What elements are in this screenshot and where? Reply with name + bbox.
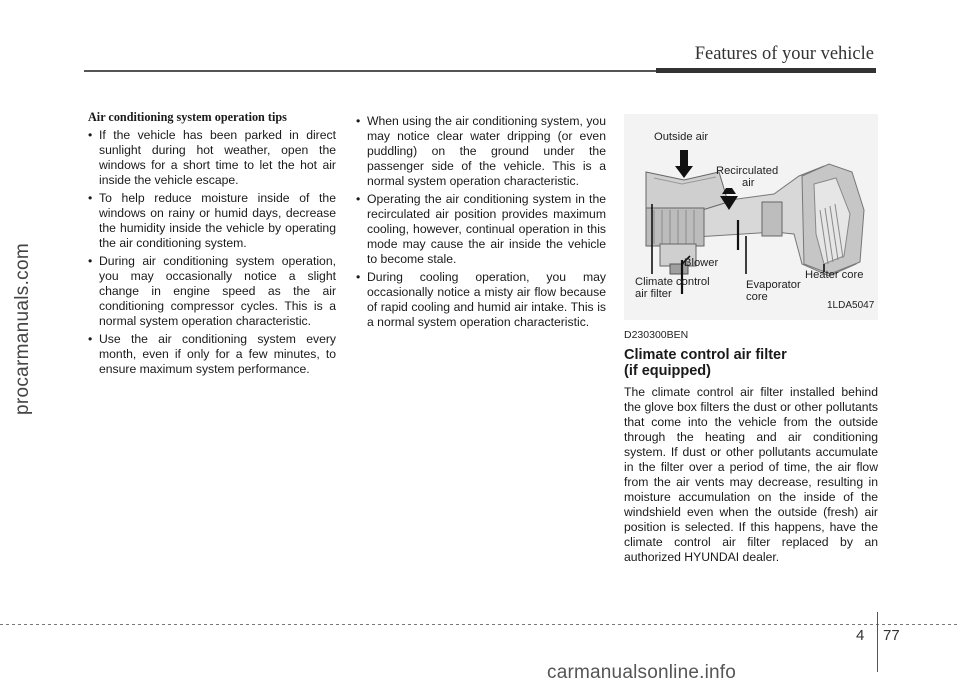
tips-heading: Air conditioning system operation tips	[88, 110, 287, 124]
side-watermark: procarmanuals.com	[12, 243, 33, 415]
header-rule	[84, 68, 876, 74]
label-blower: Blower	[684, 257, 719, 269]
tips-column-2	[356, 114, 606, 333]
section-body: The climate control air filter installed behind the glove box filters the dust or other pollutants that come into the vehicle from the outside through the heating and air conditioning system. If dust or other pollutants accumulate in the filter over a period of time, the air flow from the air vents may decrease, resulting in moisture accumulation on the inside of the windshield even when the outside (fresh) air position is selected. If this happens, have the climate control air filter replaced by an authorized HYUNDAI dealer.	[624, 385, 878, 564]
list-item: • During cooling operation, you may occasionally notice a misty air flow because of rapid cooling and humid air intake. This is a normal system operation characteristic.	[356, 270, 606, 330]
tips-list-1	[88, 128, 336, 377]
page-number: 77	[883, 627, 900, 644]
section-title-line2: (if equipped)	[624, 363, 711, 379]
header-rule-thick	[656, 68, 876, 73]
section-code: D230300BEN	[624, 329, 689, 341]
chapter-number: 4	[856, 627, 865, 644]
label-evaporator-line2: core	[746, 291, 768, 303]
running-header-title: Features of your vehicle	[694, 44, 874, 64]
list-item: • During air conditioning system operation, you may occasionally notice a slight change in engine speed as the air conditioning compressor cycles. This is a normal system operation characteristic.	[88, 254, 336, 329]
label-climate-filter-line2: air filter	[635, 288, 672, 300]
footer-divider	[877, 612, 878, 672]
figure-code: 1LDA5047	[827, 300, 875, 311]
tips-list-2	[356, 114, 606, 330]
label-heater-core: Heater core	[805, 269, 864, 281]
label-evaporator-line1: Evaporator	[746, 279, 801, 291]
list-item: • Use the air conditioning system every month, even if only for a few minutes, to ensure maximum system performance.	[88, 332, 336, 377]
header-rule-thin	[84, 70, 664, 72]
label-recirculated-air-line1: Recirculated	[716, 165, 779, 177]
list-item: • If the vehicle has been parked in direct sunlight during hot weather, open the windows for a short time to let the hot air inside the vehicle escape.	[88, 128, 336, 188]
section-title-line1: Climate control air filter	[624, 347, 787, 363]
tips-column-1	[88, 110, 336, 380]
label-outside-air: Outside air	[654, 131, 709, 143]
section-title	[624, 347, 878, 379]
label-climate-filter-line1: Climate control	[635, 276, 710, 288]
filter-column	[624, 114, 878, 565]
list-item: • To help reduce moisture inside of the windows on rainy or humid days, decrease the humidity inside the vehicle by operating the air conditioning system.	[88, 191, 336, 251]
footer-rule	[0, 624, 960, 625]
hvac-airflow-figure	[624, 114, 878, 320]
bottom-watermark: carmanualsonline.info	[547, 662, 737, 683]
list-item: • When using the air conditioning system, you may notice clear water dripping (or even puddling) on the ground under the passenger side of the vehicle. This is a normal system operation characteristic.	[356, 114, 606, 189]
list-item: • Operating the air conditioning system in the recirculated air position provides maximum cooling, however, continual operation in this mode may cause the air inside the vehicle to become stale.	[356, 192, 606, 267]
label-recirculated-air-line2: air	[742, 177, 755, 189]
